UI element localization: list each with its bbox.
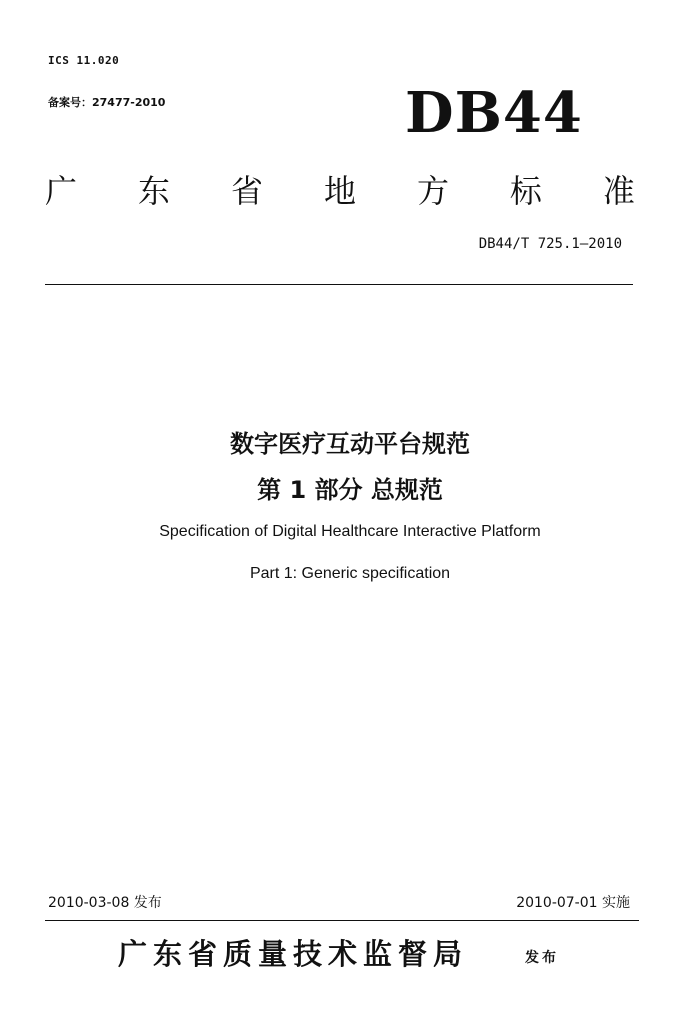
- en-title-line2: Part 1: Generic specification: [249, 565, 451, 582]
- publish-date: 2010-03-08 发布: [48, 895, 162, 911]
- db-code: DB44: [405, 80, 583, 146]
- footer-divider: [45, 920, 639, 921]
- zh-title-line2: 第 1 部分 总规范: [257, 476, 443, 504]
- standard-type-char: 标: [509, 172, 542, 210]
- en-title-line1: Specification of Digital Healthcare Interactive Platform: [159, 523, 541, 540]
- implement-date: 2010-07-01 实施: [516, 895, 630, 911]
- ics-code: ICS 11.020: [48, 54, 120, 67]
- issuer-name: 广东省质量技术监督局: [118, 937, 469, 971]
- standard-number: DB44/T 725.1—2010: [478, 236, 622, 252]
- zh-title-line1: 数字医疗互动平台规范: [230, 430, 470, 458]
- standard-type-char: 方: [416, 172, 449, 210]
- standard-type-title: [45, 166, 635, 212]
- filing-number: 备案号：27477-2010: [48, 96, 166, 109]
- standard-type-char: 广: [45, 172, 78, 210]
- standard-type-char: 省: [230, 172, 263, 210]
- standard-type-char: 东: [137, 172, 170, 210]
- standard-type-char: 地: [323, 172, 356, 210]
- standard-type-char: 准: [602, 172, 635, 210]
- issue-label: 发布: [525, 950, 559, 966]
- header-divider: [45, 284, 633, 285]
